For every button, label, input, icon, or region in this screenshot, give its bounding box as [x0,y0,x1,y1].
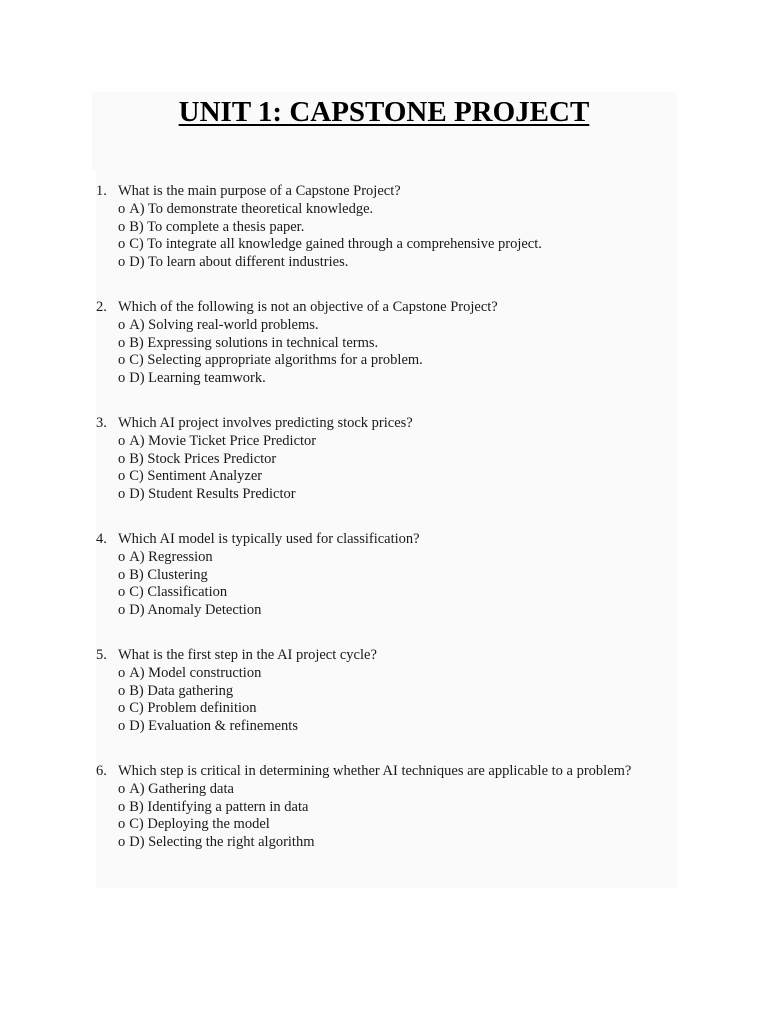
bullet-marker: o [118,816,126,833]
question-text: Which AI project involves predicting stock prices? [118,414,413,431]
question-number: 6. [96,762,107,779]
option-d: o D) Student Results Predictor [118,486,296,503]
bullet-marker: o [118,254,126,271]
bullet-marker: o [118,602,126,619]
option-b: o B) Data gathering [118,682,234,699]
option-a: o A) Movie Ticket Price Predictor [118,432,317,449]
bullet-marker: o [118,468,126,485]
question-text: What is the first step in the AI project cycle? [118,646,377,663]
question-text: Which of the following is not an objective of a Capstone Project? [118,298,498,315]
option-d: o D) To learn about different industries. [118,254,349,271]
bullet-marker: o [118,566,126,583]
bullet-marker: o [118,548,126,565]
option-c: o C) Selecting appropriate algorithms for a problem. [118,352,423,369]
question-item [96,299,696,388]
question-number: 4. [96,530,107,547]
bullet-marker: o [118,352,126,369]
bullet-marker: o [118,780,126,797]
option-d: o D) Selecting the right algorithm [118,834,315,851]
bullet-marker: o [118,316,126,333]
question-item [96,415,696,504]
bullet-marker: o [118,664,126,681]
option-b: o B) Identifying a pattern in data [118,798,309,815]
bullet-marker: o [118,370,126,387]
bullet-marker: o [118,200,126,217]
bullet-marker: o [118,798,126,815]
bullet-marker: o [118,486,126,503]
bullet-marker: o [118,682,126,699]
question-item [96,183,696,272]
bullet-marker: o [118,700,126,717]
option-a: o A) Solving real-world problems. [118,316,319,333]
page-title: UNIT 1: CAPSTONE PROJECT [178,96,590,128]
question-number: 3. [96,414,107,431]
option-d: o D) Learning teamwork. [118,370,266,387]
bullet-marker: o [118,218,126,235]
question-number: 2. [96,298,107,315]
option-b: o B) Stock Prices Predictor [118,450,277,467]
option-c: o C) To integrate all knowledge gained through a comprehensive project. [118,236,542,253]
option-c: o C) Problem definition [118,700,257,717]
question-text: Which step is critical in determining whether AI techniques are applicable to a problem? [118,762,632,779]
option-c: o C) Classification [118,584,228,601]
option-c: o C) Deploying the model [118,816,270,833]
option-c: o C) Sentiment Analyzer [118,468,263,485]
question-number: 1. [96,183,107,199]
bullet-marker: o [118,236,126,253]
bullet-marker: o [118,834,126,851]
option-a: o A) To demonstrate theoretical knowledge. [118,200,374,217]
bullet-marker: o [118,450,126,467]
bullet-marker: o [118,334,126,351]
question-item [96,763,696,852]
option-a: o A) Model construction [118,664,262,681]
option-b: o B) To complete a thesis paper. [118,218,305,235]
question-text: Which AI model is typically used for classification? [118,530,420,547]
question-item [96,647,696,736]
option-a: o A) Regression [118,548,213,565]
option-a: o A) Gathering data [118,780,234,797]
question-number: 5. [96,646,107,663]
option-b: o B) Expressing solutions in technical terms. [118,334,379,351]
option-d: o D) Evaluation & refinements [118,718,298,735]
bullet-marker: o [118,432,126,449]
option-d: o D) Anomaly Detection [118,602,262,619]
bullet-marker: o [118,584,126,601]
question-text: What is the main purpose of a Capstone Project? [118,183,401,199]
question-item [96,531,696,620]
question-list [96,183,696,879]
bullet-marker: o [118,718,126,735]
option-b: o B) Clustering [118,566,208,583]
